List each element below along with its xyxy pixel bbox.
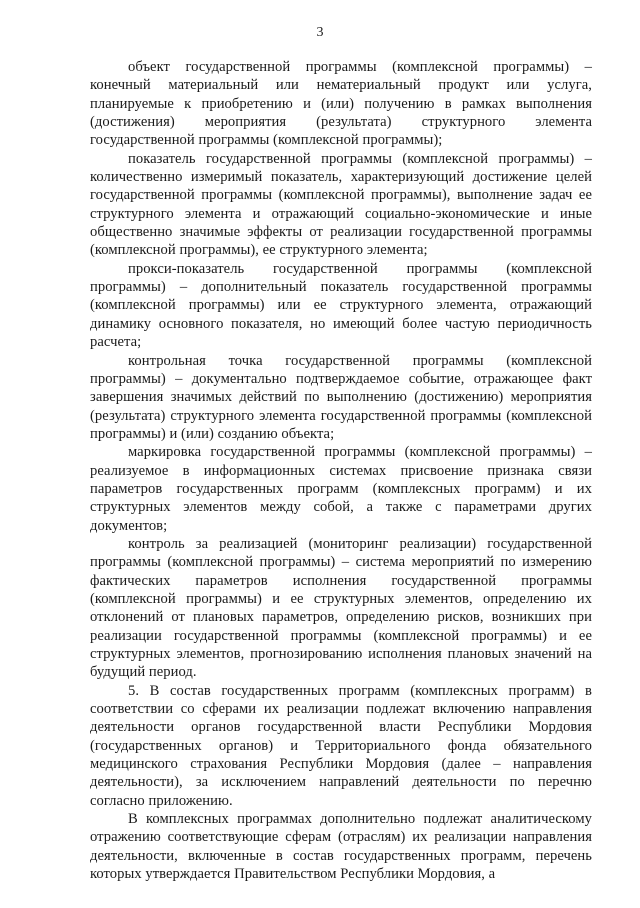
paragraph-monitoring-definition: контроль за реализацией (мониторинг реализации) государственной программы (комплексной программы) – система мероприятий по измерению фактических параметров исполнения государственной программы (комплексной программы) и ее структурных элементов, определению их отклонений от плановых параметров, определению рисков, возникших при реализации государственной программы (комплексной программы) и ее структурных элементов, прогнозированию исполнения плановых значений на будущий период. (90, 535, 592, 681)
paragraph-proxy-indicator-definition: прокси-показатель государственной программы (комплексной программы) – дополнительный показатель государственной программы (комплексной программы) или ее структурного элемента, отражающий динамику основного показателя, но имеющий более частую периодичность расчета; (90, 260, 592, 351)
document-body (90, 58, 592, 883)
paragraph-marking-definition: маркировка государственной программы (комплексной программы) – реализуемое в информационных системах присвоение признака связи параметров государственных программ (комплексных программ) и их структурных элементов между собой, а также с параметрами других документов; (90, 444, 592, 534)
paragraph-section-5: 5. В состав государственных программ (комплексных программ) в соответствии со сферами их реализации подлежат включению направления деятельности органов государственной власти Республики Мордовия (государственных органов) и Территориального фонда обязательного медицинского страхования Республики Мордовия (далее – направления деятельности), за исключением направлений деятельности по перечню согласно приложению. (90, 682, 592, 809)
paragraph-indicator-definition: показатель государственной программы (комплексной программы) – количественно измеримый показатель, характеризующий достижение целей государственной программы (комплексной программы), выполнение задач ее структурного элемента и отражающий социально-экономические и иные общественно значимые эффекты от реализации государственной программы (комплексной программы), ее структурного элемента; (90, 150, 592, 259)
page-number: 3 (316, 25, 324, 40)
paragraph-object-definition: объект государственной программы (комплексной программы) – конечный материальный или нематериальный продукт или услуга, планируемые к приобретению и (или) получению в рамках выполнения (достижения) мероприятия (результата) структурного элемента государственной программы (комплексной программы); (90, 59, 592, 149)
paragraph-control-point-definition: контрольная точка государственной программы (комплексной программы) – документально подтверждаемое событие, отражающее факт завершения значимых действий по выполнению (достижению) мероприятия (результата) структурного элемента государственной программы (комплексной программы) и (или) созданию объекта; (90, 352, 592, 442)
paragraph-complex-programs: В комплексных программах дополнительно подлежат аналитическому отражению соответствующие сферам (отраслям) их реализации направления деятельности, включенные в состав государственных программ, перечень которых утверждается Правительством Республики Мордовия, а (90, 811, 592, 883)
